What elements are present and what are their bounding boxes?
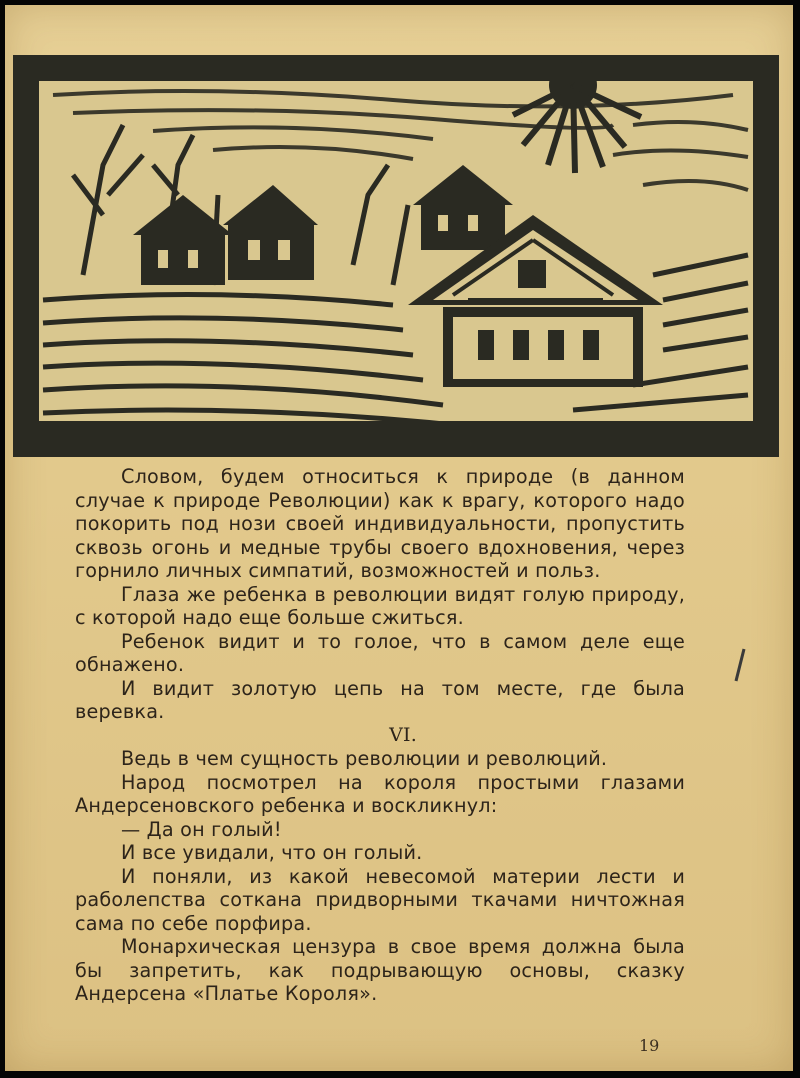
paragraph: И видит золотую цепь на том месте, где была веревка. bbox=[75, 676, 685, 723]
paragraph: Глаза же ребенка в революции видят голую природу, с которой надо еще больше сжиться. bbox=[75, 582, 685, 629]
paragraph: Ребенок видит и то голое, что в самом деле еще обнажено. bbox=[75, 629, 685, 676]
paragraph: Монархическая цензура в свое время должна была бы запретить, как подрывающую основы, сказку Андерсена «Платье Короля». bbox=[75, 935, 685, 1005]
paragraph: И поняли, из какой невесомой материи лести и раболепства соткана придворными ткачами ничтожная сама по себе порфира. bbox=[75, 864, 685, 935]
paragraph: Ведь в чем сущность революции и революций. bbox=[121, 747, 608, 770]
pencil-mark-icon bbox=[730, 645, 750, 685]
paragraph: Словом, будем относиться к природе (в данном случае к природе Революции) как к врагу, которого надо покорить под нози своей индивидуальности, пропустить сквозь огонь и медные трубы своего вдохновения, через горнило личных симпатий, возможностей и польз. bbox=[75, 465, 685, 582]
paragraph: Народ посмотрел на короля простыми глазами Андерсеновского ребенка и воскликнул: bbox=[75, 770, 685, 817]
page-text bbox=[75, 465, 685, 1006]
paragraph: И все увидали, что он голый. bbox=[121, 841, 423, 864]
section-heading: VI. bbox=[389, 723, 417, 746]
woodcut-illustration bbox=[13, 55, 779, 457]
paragraph: — Да он голый! bbox=[121, 817, 282, 841]
book-page bbox=[5, 5, 793, 1071]
page-number: 19 bbox=[639, 1036, 660, 1055]
village-landscape-woodcut bbox=[13, 55, 779, 457]
